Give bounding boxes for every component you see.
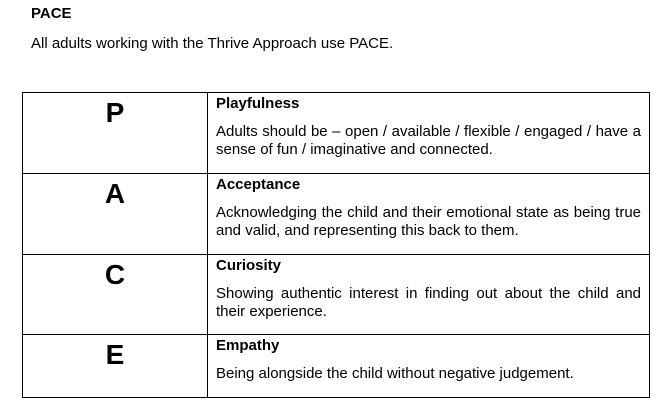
row-title-playfulness: Playfulness — [216, 95, 300, 112]
description-cell — [208, 93, 650, 174]
letter-cell — [23, 335, 208, 398]
letter-cell — [23, 174, 208, 255]
table-row — [23, 174, 650, 255]
letter-cell — [23, 93, 208, 174]
row-title-acceptance: Acceptance — [216, 176, 301, 193]
pace-letter-p: P — [105, 97, 125, 128]
pace-letter-e: E — [105, 339, 125, 370]
row-title-empathy: Empathy — [216, 337, 280, 354]
table-row — [23, 255, 650, 335]
row-title-curiosity: Curiosity — [216, 257, 282, 274]
pace-letter-c: C — [104, 259, 126, 290]
description-cell — [208, 335, 650, 398]
letter-cell — [23, 255, 208, 335]
row-description-curiosity: Showing authentic interest in finding out about the child and their experience. — [216, 285, 641, 320]
row-description-playfulness: Adults should be – open / available / flexible / engaged / have a sense of fun / imaginative and connected. — [216, 123, 641, 158]
page-title: PACE — [31, 5, 72, 22]
pace-letter-a: A — [104, 178, 126, 209]
description-cell — [208, 255, 650, 335]
table-row — [23, 93, 650, 174]
table-row — [23, 335, 650, 398]
row-description-empathy: Being alongside the child without negative judgement. — [216, 365, 574, 382]
row-description-acceptance: Acknowledging the child and their emotional state as being true and valid, and representing this back to them. — [216, 204, 641, 239]
intro-paragraph: All adults working with the Thrive Approach use PACE. — [31, 35, 394, 52]
description-cell — [208, 174, 650, 255]
pace-table — [22, 92, 650, 398]
